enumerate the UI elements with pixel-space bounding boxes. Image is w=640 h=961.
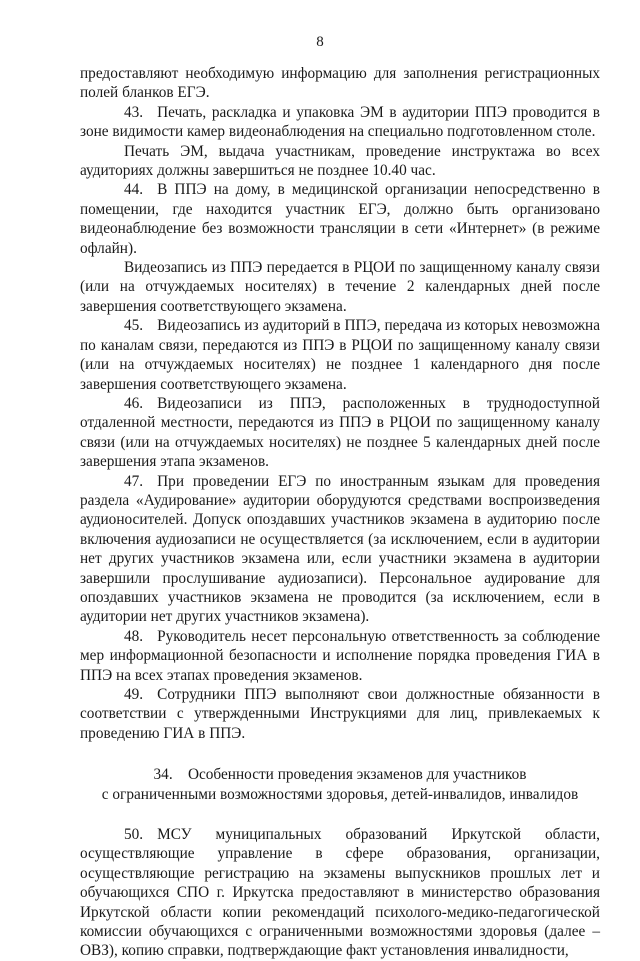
paragraph-text: предоставляют необходимую информацию для заполнения регистрационных полей бланков ЕГЭ. — [80, 65, 600, 102]
paragraph-43 — [80, 103, 600, 142]
paragraph-49 — [80, 685, 600, 743]
paragraph-text: Видеозапись из ППЭ передается в РЦОИ по защищенному каналу связи (или на отчуждаемых носителях) в течение 2 календарных дней после завершения соответствующего экзамена. — [80, 259, 600, 315]
paragraph-text: МСУ муниципальных образований Иркутской области, осуществляющие управление в сфере образования, организации, осуществляющие регистрацию на экзамены выпускников прошлых лет и обучающихся СПО г. Иркутска предоставляют в министерство образования Иркутской области копии рекомендаций психолого-медико-педагогической комиссии обучающихся с ограниченными возможностями здоровья (далее – ОВЗ), копию справки, подтверждающие факт установления инвалидности, — [80, 826, 600, 960]
document-body — [80, 64, 600, 961]
paragraph-number: 49. — [124, 686, 144, 703]
paragraph-text: Сотрудники ППЭ выполняют свои должностные обязанности в соответствии с утвержденными Инструкциями для лиц, привлекаемых к проведению ГИА в ППЭ. — [80, 686, 600, 742]
paragraph-continuation — [80, 64, 600, 103]
section-heading-line: 34. Особенности проведения экзаменов для участников — [153, 766, 527, 784]
paragraph-number: 43. — [124, 103, 144, 121]
section-heading-line: с ограниченными возможностями здоровья, детей-инвалидов, инвалидов — [101, 785, 579, 803]
paragraph-text: Видеозапись из аудиторий в ППЭ, передача из которых невозможна по каналам связи, передаются из ППЭ в РЦОИ по защищенному каналу связи (или на отчуждаемых носителях) не позднее 1 календарного дня после завершения соответствующего экзамена. — [80, 317, 600, 393]
paragraph-number: 50. — [124, 826, 144, 844]
paragraph-47 — [80, 472, 600, 627]
paragraph-number: 44. — [124, 181, 144, 199]
paragraph-text: Руководитель несет персональную ответственность за соблюдение мер информационной безопасности и исполнение порядка проведения ГИА в ППЭ на всех этапах проведения экзаменов. — [80, 627, 600, 684]
paragraph-number: 46. — [124, 394, 144, 412]
paragraph-44 — [80, 180, 600, 258]
paragraph-48 — [80, 627, 600, 685]
paragraph-45 — [80, 316, 600, 394]
paragraph-43-continued — [80, 142, 600, 181]
paragraph-text: Печать ЭМ, выдача участникам, проведение инструктажа во всех аудиториях должны завершиться не позднее 10.40 час. — [80, 142, 600, 180]
paragraph-44-continued — [80, 258, 600, 316]
paragraph-number: 47. — [124, 472, 144, 490]
paragraph-number: 48. — [124, 627, 144, 645]
section-heading — [80, 765, 600, 804]
page-number: 8 — [316, 34, 324, 50]
paragraph-text: В ППЭ на дому, в медицинской организации непосредственно в помещении, где находится участник ЕГЭ, должно быть организовано видеонаблюдение без возможности трансляции в сети «Интернет» (в режиме офлайн). — [80, 181, 600, 257]
paragraph-50 — [80, 825, 600, 961]
paragraph-text: Печать, раскладка и упаковка ЭМ в аудитории ППЭ проводится в зоне видимости камер видеонаблюдения на специально подготовленном столе. — [80, 103, 600, 141]
paragraph-46 — [80, 394, 600, 472]
paragraph-text: При проведении ЕГЭ по иностранным языкам для проведения раздела «Аудирование» аудитории оборудуются средствами воспроизведения аудионосителей. Допуск опоздавших участников экзамена в аудиторию после включения аудиозаписи не осуществляется (за исключением, если в аудитории нет других участников экзамена или, если участники экзамена в аудитории завершили прослушивание аудиозаписи). Персональное аудирование для опоздавших участников экзамена не проводится (за исключением, если в аудитории нет других участников экзамена). — [80, 472, 600, 626]
paragraph-number: 45. — [124, 317, 144, 335]
paragraph-text: Видеозаписи из ППЭ, расположенных в труднодоступной отдаленной местности, передаются из ППЭ в РЦОИ по защищенному каналу связи (или на отчуждаемых носителях) не позднее 5 календарных дней после завершения этапа экзаменов. — [80, 394, 600, 471]
